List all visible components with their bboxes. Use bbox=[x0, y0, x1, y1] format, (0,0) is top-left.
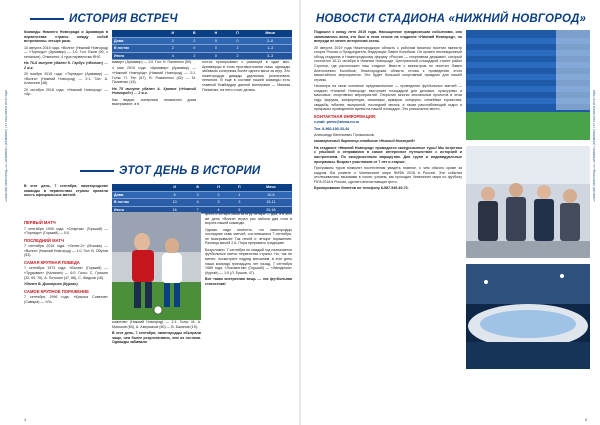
history-meetings-heading bbox=[30, 13, 178, 25]
this-day-heading bbox=[80, 165, 260, 177]
page-number-right: 5 bbox=[585, 417, 588, 422]
stadium-stands-illustration bbox=[466, 30, 590, 140]
meetings-col-2: мавир» (Армавир) — 1:0. Гол: Н. Палиенко (50). 4 мая 2019 года. «Армавир» (Армавир) — «Нижний Новгород» (Нижний Новгород) — 2:1. Голы: П. Тен (67), В. Романенко (82) — М. Палиенко (16). На 75 минуте удален А. Храпов («Нижний Новгород») — 2 ж.к. Как видим, соперники неизменно дома выигрывают, а в bbox=[112, 60, 196, 107]
this-day-narrow-col: ПЕРВЫЙ МАТЧ 7 сентября 1940 года. «Спартак» (Горький) — «Торпедо» (Горький) — 0:0. ПОСЛЕДНИЙ МАТЧ 7 сентября 2015 года. «Зенит-2» (Москва) — «Волга» (Нижний Новгород) — 1:0. Гол: В. Обухов (53). САМАЯ КРУПНАЯ ПОБЕДА 7 сентября 1973 года. «Волга» (Горький) — «Трудовые» (Калинин) — 6:0. Голы: С. Гришин (32, 69, 76), А. Потонин (47, 88), С. Жидков (16). Удален В. Дмитриев (Курган). САМОЕ КРУПНОЕ ПОРАЖЕНИЕ 7 сентября 1996 года. «Крылья Советов» (Самара) — «Ло- bbox=[24, 220, 108, 304]
table-row: Итого 16 7 4 5 25-16 bbox=[112, 206, 292, 214]
football-players-illustration bbox=[112, 212, 201, 320]
stats-header-row: И В Н П Мячи bbox=[112, 30, 292, 37]
table-row: Дома 6 3 2 1 10-5 bbox=[112, 191, 292, 199]
stadium-news-title: НОВОСТИ СТАДИОНА «НИЖНИЙ НОВГОРОД» bbox=[316, 13, 587, 25]
stadium-night-photo bbox=[466, 264, 590, 369]
page-gutter bbox=[299, 0, 301, 425]
table-row: В гостях 2 0 0 2 1–3 bbox=[112, 45, 292, 53]
right-vertical-strip: «НИЖНИЙ НОВГОРОД» vs «АРМАВИР» (АРМАВИР) | 07 СЕНТЯБРЯ 2019 ГОДА bbox=[592, 90, 596, 202]
history-meetings-title: ИСТОРИЯ ВСТРЕЧ bbox=[69, 13, 178, 25]
photo-caption-col: комотив» (Нижний Новгород) — 2:1. Голы: М. А. Мальков (60), А. Аверьянов (80) — В. Баканов (19). В этот день, 7 сентября, нижегородцы обыграли чаще, чем более результативно, чем их гостями. Однажды забивали bbox=[112, 320, 201, 345]
this-day-stats-table bbox=[112, 184, 292, 214]
stats-header-row: И В Н П Мячи bbox=[112, 184, 292, 191]
table-row: В гостях 10 4 3 3 15-11 bbox=[112, 199, 292, 207]
officials-visit-photo bbox=[466, 146, 590, 258]
officials-visit-illustration bbox=[466, 146, 590, 258]
this-day-intro: В этот день, 7 сентября, нижегородские команды в первенствах страны провели шесть официальных матчей. bbox=[24, 184, 108, 198]
meetings-col-1: Команды Нижнего Новгорода и Армавира в первенствах страны между собой встречались четыре раза. 10 августа 2015 года. «Волга» (Нижний Новгород) — «Торпедо» (Армавир) — 1:0. Гол: Ежов (90, с пенальти). Отмечено: 4 тура первенства ФНЛ. На 76-й минуте удален К. Гарбуз («Волга») — 2 ж.к. 29 ноября 2015 года. «Торпедо» (Армавир) — «Волга» (Нижний Новгород) — 2:1. Гол: А. Алексеев (48). 20 октября 2018 года. «Нижний Новгород» — «Ар- bbox=[24, 30, 108, 97]
stadium-stands-photo bbox=[466, 30, 590, 140]
this-day-title: ЭТОТ ДЕНЬ В ИСТОРИИ bbox=[119, 165, 261, 177]
heading-bar bbox=[30, 18, 64, 20]
table-row: Итого 4 2 0 2 3–3 bbox=[112, 52, 292, 60]
stadium-news-text: Подошел к концу лето 2019 года. Насыщенное грандиозными событиями, оно запомнилось всем, кто был в этом сезоне на стадионе «Нижний Новгород», но впереди не менее интересная осень. 20 августа 2019 года Нижегородскую область с рабочим визитом посетил министр спорта России и Председатель Федерации Павел Колобков. Он провел инспекционный обход стадиона и Нижегородскому форуму «Россия — спортивная держава», который состоится 10-11 октября в Нижнем Новгороде. Центральной площадкой станет район Стрелки, где расположен наш стадион. Вместе с министром по посетил Павел Анатольевич Колобков, Нижегородская область готова к проведению этого масштабного мероприятия. Это будет большой спортивный праздник для нашей страны. Несмотря на свою основное предназначение — проведение футбольных матчей — стадион «Нижний Новгород» выступает площадкой для деловых, культурных и массовых, спортивных мероприятий. Открытие многих эпохальных проектов в этом году: форумы, конференции, семинары, ярмарки, концерты, семейные торжества, свадьбы, юбилеи, выпускной, последний звонок, а также расслабляющий отдых и прекрасно проведенное время на нашей площадке. Это уникальное место. КОНТАКТНАЯ ИНФОРМАЦИЯ: e-mail: press@arena.nn.ru Тел. 8-960-190-33-44 Александр Евгеньевич Поташников, коммерческий директор стадиона «Нижний Новгород» На стадионе «Нижний Новгород» проводится экскурсионные туры! Мы встретим с улыбкой и отправимся в самое интересное путешествие с историей и настроением. По экскурсионным маршрутам. Для групп и индивидуальные программы. Возраст участников от 7 лет и старше. Программы туров позволят посетителям увидеть главное, о чем обычно кроме за кадром. Вы узнаете о Чемпионате мира ФИФА 2018 в России, Эти события отслеживались вызовами в холле, узнаем, как проходил Чемпионат мира по футболу FIFA 2018 в России, сделать впечатляющие фото. Бронирование билетов по телефону 8-987-549-49-70. bbox=[314, 30, 462, 191]
page-number-left: 4 bbox=[24, 417, 27, 422]
heading-bar bbox=[80, 170, 114, 172]
meetings-stats-table bbox=[112, 30, 292, 60]
stadium-news-heading bbox=[316, 13, 586, 25]
meetings-col-3: гостях проигрывают с разницей в один мяч. Армавирцы в этом противостоянии лишь однажды забивали соперника более одного мяча за игру. Это нижегородцы дважды удалялись реализовать пенальти. В еще в составе нашей команды есть главный бомбардир данной винтерами — Максим Палиенко, на него стоит делать. bbox=[202, 60, 290, 92]
left-vertical-strip: «НИЖНИЙ НОВГОРОД» vs «АРМАВИР» (АРМАВИР) | 07 СЕНТЯБРЯ 2019 ГОДА bbox=[4, 90, 8, 202]
stadium-night-illustration bbox=[466, 264, 590, 369]
football-players-photo bbox=[112, 212, 201, 320]
this-day-right-col: цесть и четыре мяча за игру четыре — два, а в этот же день «Волга» играл раз забили два гола в ворота нашей команды. Однако надо отметить, что нижегородцы последние семь матчей, состоявшихся 7 сентября, не выигрывали! Так нечей и четыре поражения. Разница мячей 2-6. Пора прерывать традицию! Безусловно, 7 сентября не каждый год назначается футбольные матчи первенства страны. Но, так не менее, посмотрите подряд вспомним, в этот день наша команда тринадцать лет назад, 7 сентября 1989 года, «Локомотив» (Горький) — «Звездочка» (Курган) — 1:0 (Л. Ершов, 47). Вот такая интересная вещь — эта футбольная статистика! bbox=[205, 212, 292, 286]
table-row: Дома 2 2 0 0 2–0 bbox=[112, 37, 292, 45]
